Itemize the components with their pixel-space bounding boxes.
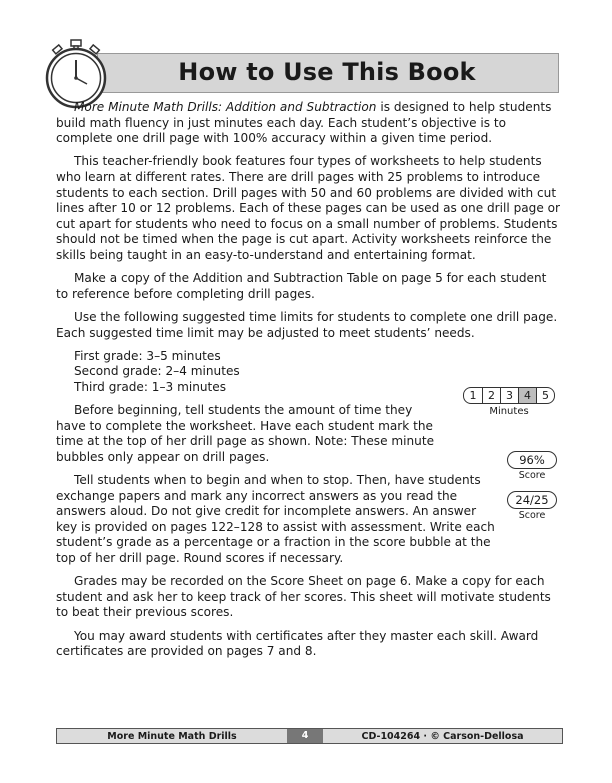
grade-third: Third grade: 1–3 minutes bbox=[74, 379, 227, 394]
minute-bubbles bbox=[463, 387, 555, 404]
minute-bubble: 5 bbox=[536, 388, 554, 403]
minute-bubble: 3 bbox=[500, 388, 518, 403]
paragraph-table: Make a copy of the Addition and Subtraction Table on page 5 for each student to reference before completing drill pages. bbox=[56, 271, 547, 301]
paragraph-worksheet-types: This teacher-friendly book features four types of worksheets to help students who learn at different rates. There are drill pages with 25 problems to introduce students to each section. Drill pages with 50 and 60 problems are divided with cut lines after 10 or 12 problems. Each of these pages can be used as one drill page or cut apart for students who need to focus on a small number of problems. Students should not be timed when the page is cut apart. Activity worksheets reinforce the skills being taught in an easy-to-understand and entertaining format. bbox=[56, 154, 560, 262]
score-bubble-fraction: 24/25 bbox=[507, 491, 557, 509]
score-label: Score bbox=[518, 470, 546, 481]
paragraph-certificates: You may award students with certificates after they master each skill. Award certificates are provided on pages 7 and 8. bbox=[56, 628, 539, 659]
paragraph-scoring: Tell students when to begin and when to stop. Then, have students exchange papers and mark any incorrect answers as you read the answers aloud. Do not give credit for incomplete answers. An answer key is provided on pages 122–128 to assist with assessment. Write each student’s grade as a percentage or a fraction in the score bubble at the top of her drill page. Round scores if necessary. bbox=[56, 473, 495, 565]
instructions-body bbox=[56, 100, 561, 667]
grade-second: Second grade: 2–4 minutes bbox=[74, 364, 240, 379]
page-title: How to Use This Book bbox=[178, 58, 476, 86]
paragraph-score-sheet: Grades may be recorded on the Score Sheet on page 6. Make a copy for each student and ask her to keep track of her scores. This sheet will motivate students to beat their previous scores. bbox=[56, 574, 551, 620]
book-title: More Minute Math Drills: Addition and Subtraction bbox=[74, 100, 377, 114]
paragraph-time-limits: Use the following suggested time limits for students to complete one drill page. Each suggested time limit may be adjusted to meet students’ needs. bbox=[56, 309, 558, 340]
minute-bubble: 2 bbox=[482, 388, 500, 403]
footer-publisher: CD-104264 · © Carson-Dellosa bbox=[361, 730, 524, 742]
grade-first: First grade: 3–5 minutes bbox=[74, 348, 221, 363]
minute-bubble: 1 bbox=[469, 389, 477, 402]
score-bubble-percent: 96% bbox=[507, 451, 557, 469]
score-label: Score bbox=[518, 510, 546, 521]
minutes-label: Minutes bbox=[489, 406, 529, 417]
paragraph-intro: More Minute Math Drills: Addition and Subtraction is designed to help students build math fluency in just minutes each day. Each student’s objective is to complete one drill page with 100% accuracy within a given time period. bbox=[56, 100, 552, 146]
page-number: 4 bbox=[287, 729, 323, 743]
paragraph-minute-bubbles: Before beginning, tell students the amount of time they have to complete the worksheet. Have each student mark the time at the top of her drill page as shown. Note: These minute bubbles only appear on drill pages. bbox=[56, 403, 435, 464]
footer-book-title: More Minute Math Drills bbox=[107, 730, 237, 742]
minute-bubble-marked: 4 bbox=[518, 388, 536, 403]
page-footer bbox=[56, 728, 563, 744]
